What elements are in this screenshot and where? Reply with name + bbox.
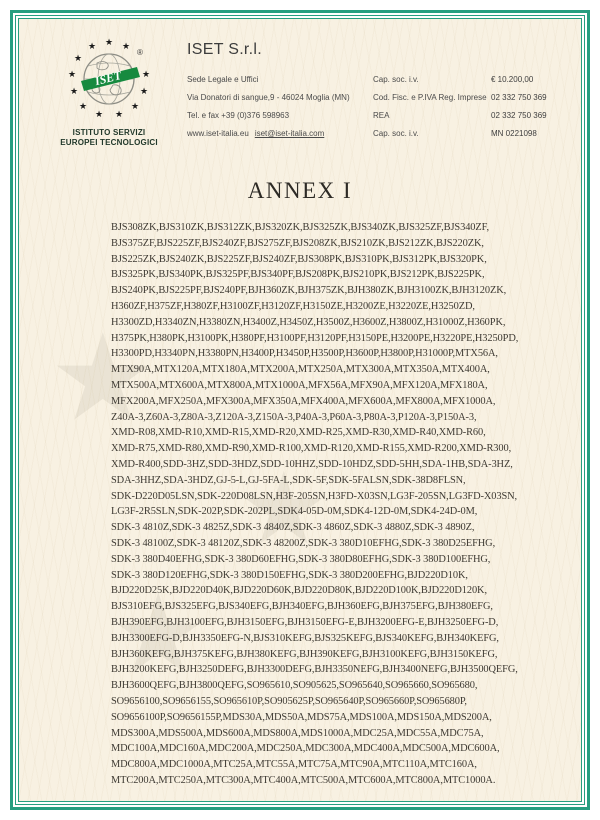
- svg-text:★: ★: [114, 110, 124, 120]
- certificate-border-middle: [15, 15, 585, 805]
- model-line: XMD-R75,XMD-R80,XMD-R90,XMD-R100,XMD-R120,XMD-R155,XMD-R200,XMD-R300,: [111, 443, 512, 455]
- model-line: SDK-3 380D40EFHG,SDK-3 380D60EFHG,SDK-3 380D80EFHG,SDK-3 380D100EFHG,: [111, 553, 491, 565]
- watermark-star: ★: [239, 450, 329, 567]
- watermark-star: ★: [109, 570, 208, 698]
- contact-address: Via Donatori di sangue,9 - 46024 Moglia (MN): [187, 93, 350, 102]
- model-line: H360ZF,H375ZF,H380ZF,H3100ZF,H3120ZF,H3150ZE,H3200ZE,H3220ZE,H3250ZD,: [111, 300, 475, 312]
- registry-value: MN 0221098: [491, 129, 537, 138]
- model-line: BJH3200KEFG,BJH3250DEFG,BJH3300DEFG,BJH3350NEFG,BJH3400NEFG,BJH3500QEFG,: [111, 664, 518, 676]
- model-line: MTC200A,MTC250A,MTC300A,MTC400A,MTC500A,MTC600A,MTC800A,MTC1000A.: [111, 774, 496, 786]
- model-number-list: [111, 220, 535, 789]
- model-line: SDK-3 4810Z,SDK-3 4825Z,SDK-3 4840Z,SDK-3 4860Z,SDK-3 4880Z,SDK-3 4890Z,: [111, 522, 475, 534]
- model-line: MDC800A,MDC1000A,MTC25A,MTC55A,MTC75A,MTC90A,MTC110A,MTC160A,: [111, 759, 477, 771]
- registry-label: REA: [373, 111, 390, 120]
- model-line: MFX200A,MFX250A,MFX300A,MFX350A,MFX400A,MFX600A,MFX800A,MFX1000A,: [111, 395, 496, 407]
- svg-text:★: ★: [78, 102, 88, 112]
- model-line: H3300PD,H3340PN,H3380PN,H3400P,H3450P,H3500P,H3600P,H3800P,H31000P,MTX56A,: [111, 348, 498, 360]
- registry-row: [373, 71, 555, 89]
- company-logo-block: [45, 35, 173, 148]
- model-line: MDC100A,MDC160A,MDC200A,MDC250A,MDC300A,MDC400A,MDC500A,MDC600A,: [111, 743, 500, 755]
- svg-text:★: ★: [139, 87, 149, 97]
- company-details-grid: [187, 71, 555, 143]
- registry-row: [373, 89, 555, 107]
- svg-text:★: ★: [73, 54, 83, 64]
- watermark-star: ★: [49, 309, 157, 448]
- model-line: BJH3300EFG-D,BJH3350EFG-N,BJS310KEFG,BJS325KEFG,BJS340KEFG,BJH340KEFG,: [111, 632, 499, 644]
- website-url: www.iset-italia.eu: [187, 129, 249, 138]
- registered-mark: ®: [137, 48, 143, 57]
- contact-phone: Tel. e fax +39 (0)376 598963: [187, 111, 290, 120]
- registry-label: Cap. soc. i.v.: [373, 75, 419, 84]
- model-line: BJS308ZK,BJS310ZK,BJS312ZK,BJS320ZK,BJS325ZK,BJS340ZK,BJS325ZF,BJS340ZF,: [111, 222, 489, 233]
- svg-text:★: ★: [87, 42, 97, 52]
- contact-column: [187, 71, 373, 143]
- model-line: LG3F-2R5SLN,SDK-202P,SDK-202PL,SDK4-05D-0M,SDK4-12D-0M,SDK4-24D-0M,: [111, 506, 478, 518]
- svg-text:★: ★: [94, 110, 104, 120]
- svg-text:★: ★: [69, 87, 79, 97]
- model-line: MTX500A,MTX600A,MTX800A,MTX1000A,MFX56A,MFX90A,MFX120A,MFX180A,: [111, 379, 488, 391]
- model-line: BJH390EFG,BJH3100EFG,BJH3150EFG,BJH3150EFG-E,BJH3200EFG-E,BJH3250EFG-D,: [111, 616, 499, 628]
- model-line: H3300ZD,H3340ZN,H3380ZN,H3400Z,H3450Z,H3500Z,H3600Z,H3800Z,H31000Z,H360PK,: [111, 316, 506, 328]
- company-info: [173, 35, 555, 148]
- model-line: H375PK,H380PK,H3100PK,H380PF,H3100PF,H3120PF,H3150PE,H3200PE,H3220PE,H3250PD,: [111, 332, 519, 344]
- model-line: BJS225ZK,BJS240ZK,BJS225ZF,BJS240ZF,BJS308PK,BJS310PK,BJS312PK,BJS320PK,: [111, 253, 487, 265]
- model-line: SO9656100P,SO9656155P,MDS30A,MDS50A,MDS75A,MDS100A,MDS150A,MDS200A,: [111, 711, 492, 723]
- contact-office-label: Sede Legale e Uffici: [187, 75, 259, 84]
- certificate-body: [18, 18, 582, 802]
- model-line: BJS375ZF,BJS225ZF,BJS240ZF,BJS275ZF,BJS208ZK,BJS210ZK,BJS212ZK,BJS220ZK,: [111, 237, 484, 249]
- logo-ribbon-text: ISET: [93, 68, 123, 89]
- model-line: Z40A-3,Z60A-3,Z80A-3,Z120A-3,Z150A-3,P40A-3,P60A-3,P80A-3,P120A-3,P150A-3,: [111, 411, 477, 423]
- model-line: SDK-D220D05LSN,SDK-220D08LSN,H3F-205SN,H3FD-X03SN,LG3F-205SN,LG3FD-X03SN,: [111, 490, 518, 502]
- registry-row: [373, 107, 555, 125]
- model-line: XMD-R400,SDD-3HZ,SDD-3HDZ,SDD-10HHZ,SDD-10HDZ,SDD-5HH,SDA-1HB,SDA-3HZ,: [111, 458, 513, 470]
- registry-value: 02 332 750 369: [491, 111, 547, 120]
- model-line: BJS325PK,BJS340PK,BJS325PF,BJS340PF,BJS208PK,BJS210PK,BJS212PK,BJS225PK,: [111, 269, 485, 281]
- registry-row: [373, 125, 555, 143]
- svg-text:★: ★: [141, 70, 151, 80]
- model-line: SDK-3 380D120EFHG,SDK-3 380D150EFHG,SDK-3 380D200EFHG,BJD220D10K,: [111, 569, 468, 581]
- model-line: BJD220D25K,BJD220D40K,BJD220D60K,BJD220D80K,BJD220D100K,BJD220D120K,: [111, 585, 487, 597]
- svg-text:★: ★: [67, 70, 77, 80]
- certificate-border-outer: [10, 10, 590, 810]
- model-line: SDK-3 48100Z,SDK-3 48120Z,SDK-3 48200Z,SDK-3 380D10EFHG,SDK-3 380D25EFHG,: [111, 537, 496, 549]
- letterhead: [45, 35, 555, 148]
- model-line: BJS310EFG,BJS325EFG,BJS340EFG,BJH340EFG,BJH360EFG,BJH375EFG,BJH380EFG,: [111, 601, 493, 613]
- registry-label: Cap. soc. i.v.: [373, 129, 419, 138]
- company-name: ISET S.r.l.: [187, 41, 263, 58]
- model-line: BJS240PK,BJS225PF,BJS240PF,BJH360ZK,BJH375ZK,BJH380ZK,BJH3100ZK,BJH3120ZK,: [111, 285, 507, 297]
- organization-name-line1: ISTITUTO SERVIZI: [72, 128, 146, 137]
- model-line: MTX90A,MTX120A,MTX180A,MTX200A,MTX250A,MTX300A,MTX350A,MTX400A,: [111, 364, 490, 376]
- registry-value: 02 332 750 369: [491, 93, 547, 102]
- contact-web-row: [187, 125, 373, 143]
- iset-globe-logo-icon: [61, 37, 157, 125]
- model-line: XMD-R08,XMD-R10,XMD-R15,XMD-R20,XMD-R25,XMD-R30,XMD-R40,XMD-R60,: [111, 427, 486, 439]
- svg-text:★: ★: [130, 102, 140, 112]
- organization-name: [45, 128, 173, 148]
- svg-text:★: ★: [121, 42, 131, 52]
- model-line: BJH360KEFG,BJH375KEFG,BJH380KEFG,BJH390KEFG,BJH3100KEFG,BJH3150KEFG,: [111, 648, 498, 660]
- registry-label: Cod. Fisc. e P.IVA Reg. Imprese: [373, 93, 487, 102]
- registry-column: [373, 71, 555, 143]
- registry-value: € 10.200,00: [491, 75, 534, 84]
- model-line: MDS300A,MDS500A,MDS600A,MDS800A,MDS1000A,MDC25A,MDC55A,MDC75A,: [111, 727, 484, 739]
- svg-text:★: ★: [104, 38, 114, 48]
- model-line: SO9656100,SO9656155,SO965610P,SO905625P,SO965640P,SO965660P,SO965680P,: [111, 695, 467, 707]
- model-line: SDA-3HHZ,SDA-3HDZ,GJ-5-L,GJ-5FA-L,SDK-5F,SDK-5FALSN,SDK-38D8FLSN,: [111, 474, 466, 486]
- organization-name-line2: EUROPEI TECNOLOGICI: [60, 138, 158, 147]
- annex-title: ANNEX I: [247, 178, 353, 203]
- email-link[interactable]: iset@iset-italia.com: [254, 129, 325, 138]
- model-line: BJH3600QEFG,BJH3800QEFG,SO965610,SO905625,SO965640,SO965660,SO965680,: [111, 680, 478, 692]
